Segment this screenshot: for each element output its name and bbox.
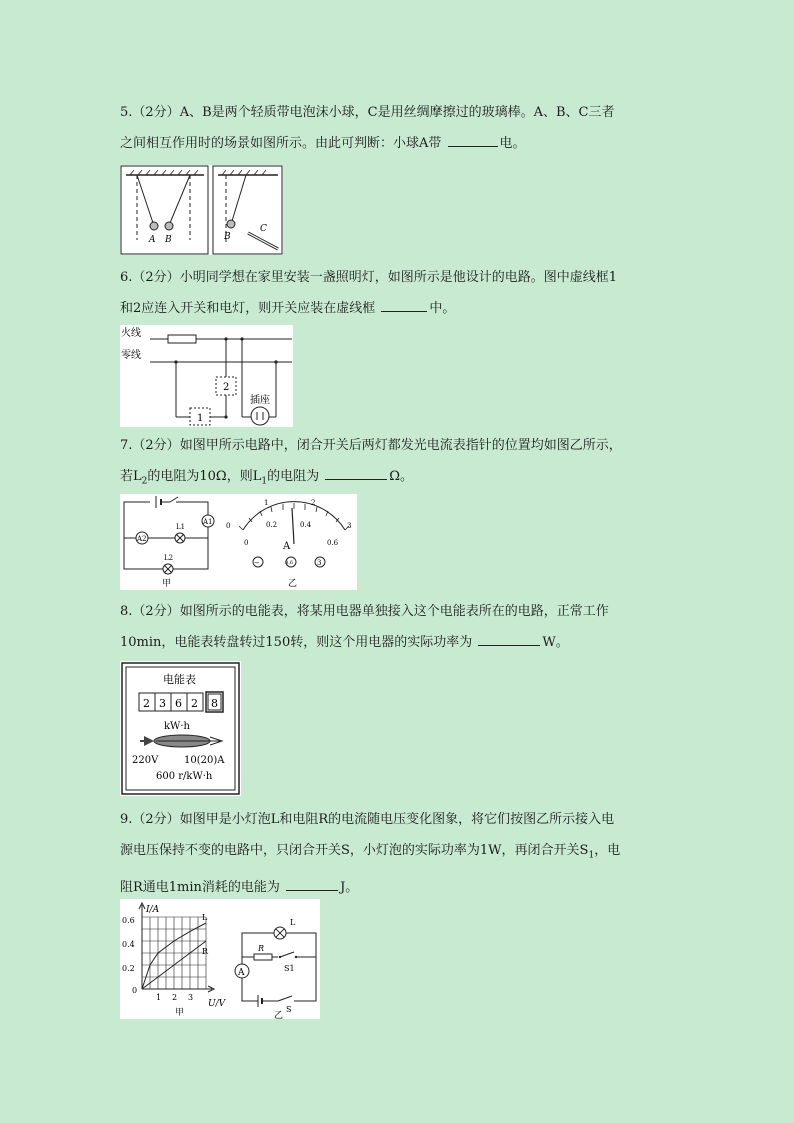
question-7 bbox=[120, 430, 680, 498]
answer-blank[interactable] bbox=[325, 465, 387, 480]
question-9-line-3: 阻R通电1min消耗的电能为 J。 bbox=[120, 872, 680, 903]
circuit-s1-label: S1 bbox=[284, 964, 295, 973]
meter-unit: kW·h bbox=[164, 721, 190, 732]
curve-l-label: L bbox=[202, 913, 208, 922]
meter-title: 电能表 bbox=[163, 673, 196, 686]
question-8 bbox=[120, 596, 680, 658]
question-6 bbox=[120, 262, 680, 324]
terminal-neg: − bbox=[254, 559, 260, 567]
ammeter-symbol: A bbox=[283, 541, 291, 552]
top-tick-1: 1 bbox=[264, 499, 269, 507]
question-number: 9.（2分） bbox=[120, 812, 180, 827]
question-6-line-1: 6.（2分）小明同学想在家里安装一盏照明灯，如图所示是他设计的电路。图中虚线框1 bbox=[120, 270, 617, 285]
bottom-tick-2: 0.4 bbox=[300, 521, 312, 529]
box-2-label: 2 bbox=[223, 382, 230, 393]
top-tick-2: 2 bbox=[311, 499, 316, 507]
digit-5: 8 bbox=[211, 697, 218, 710]
terminal-06: 0.6 bbox=[285, 560, 293, 566]
question-number: 7.（2分） bbox=[120, 438, 180, 453]
question-9-line-1: 9.（2分）如图甲是小灯泡L和电阻R的电流随电压变化图象，将它们按图乙所示接入电 bbox=[120, 812, 615, 827]
bottom-tick-0: 0 bbox=[244, 539, 249, 547]
question-number: 6.（2分） bbox=[120, 270, 180, 285]
x-tick-2: 2 bbox=[172, 993, 178, 1002]
question-7-line-1: 7.（2分）如图甲所示电路中，闭合开关后两灯都发光电流表指针的位置均如图乙所示， bbox=[120, 438, 622, 453]
terminal-3: 3 bbox=[317, 559, 322, 567]
caption-jia: 甲 bbox=[162, 579, 172, 589]
question-6-line-2: 和2应连入开关和电灯，则开关应装在虚线框 中。 bbox=[120, 293, 680, 324]
q5-figure bbox=[120, 165, 283, 255]
q9-figure bbox=[120, 899, 320, 1019]
y-tick-06: 0.6 bbox=[122, 916, 135, 925]
answer-blank[interactable] bbox=[448, 132, 498, 147]
y-tick-02: 0.2 bbox=[122, 964, 135, 973]
circuit-s-label: S bbox=[286, 1005, 292, 1014]
lamp-l2-label: L2 bbox=[164, 554, 174, 562]
x-axis-label: U/V bbox=[208, 999, 226, 1009]
question-number: 5.（2分） bbox=[120, 105, 180, 120]
q7-figure bbox=[120, 494, 357, 590]
question-8-line-2: 10min，电能表转盘转过150转，则这个用电器的实际功率为 W。 bbox=[120, 627, 680, 658]
question-9 bbox=[120, 804, 680, 903]
top-tick-0: 0 bbox=[226, 522, 231, 530]
answer-blank[interactable] bbox=[381, 297, 427, 312]
box-1-label: 1 bbox=[197, 413, 204, 424]
y-tick-0: 0 bbox=[132, 986, 138, 995]
meter-rate: 600 r/kW·h bbox=[156, 771, 213, 782]
question-5-line-2: 之间相互作用时的场景如图所示。由此可判断：小球A带 电。 bbox=[120, 128, 680, 159]
bottom-tick-1: 0.2 bbox=[266, 521, 278, 529]
x-tick-1: 1 bbox=[156, 993, 162, 1002]
top-tick-3: 3 bbox=[347, 522, 352, 530]
circuit-ammeter-label: A bbox=[238, 968, 245, 978]
digit-3: 6 bbox=[175, 697, 182, 710]
question-number: 8.（2分） bbox=[120, 604, 180, 619]
answer-blank[interactable] bbox=[478, 631, 540, 646]
circuit-l-label: L bbox=[290, 918, 296, 927]
y-axis-label: I/A bbox=[146, 905, 160, 915]
caption-yi: 乙 bbox=[288, 579, 298, 589]
meter-voltage: 220V bbox=[132, 755, 159, 766]
caption-yi: 乙 bbox=[274, 1011, 284, 1019]
x-tick-3: 3 bbox=[188, 993, 194, 1002]
ball-b-label: B bbox=[165, 235, 172, 245]
digit-4: 2 bbox=[191, 697, 198, 710]
y-tick-04: 0.4 bbox=[122, 940, 135, 949]
curve-r-label: R bbox=[202, 947, 209, 956]
circuit-r-label: R bbox=[258, 944, 265, 953]
answer-blank[interactable] bbox=[286, 876, 338, 891]
rod-c-label: C bbox=[260, 224, 267, 234]
question-5 bbox=[120, 97, 680, 159]
question-5-line-1: 5.（2分）A、B是两个轻质带电泡沫小球，C是用丝绸摩擦过的玻璃棒。A、B、C三者 bbox=[120, 105, 615, 120]
socket-label: 插座 bbox=[250, 395, 270, 406]
question-8-line-1: 8.（2分）如图所示的电能表，将某用电器单独接入这个电能表所在的电路，正常工作 bbox=[120, 604, 609, 619]
lamp-l1-label: L1 bbox=[176, 523, 186, 531]
live-wire-label: 火线 bbox=[121, 328, 141, 339]
caption-jia: 甲 bbox=[175, 1008, 185, 1018]
meter-current: 10(20)A bbox=[184, 755, 225, 766]
ammeter-a2-label: A2 bbox=[137, 535, 147, 543]
question-7-line-2: 若$L_2$的电阻为10Ω，则$L_1$的电阻为 Ω。 bbox=[120, 461, 680, 498]
digit-1: 2 bbox=[143, 697, 150, 710]
ball-b2-label: B bbox=[224, 232, 231, 242]
bottom-tick-3: 0.6 bbox=[327, 539, 339, 547]
neutral-wire-label: 零线 bbox=[121, 350, 141, 361]
q8-energy-meter bbox=[120, 661, 241, 796]
ball-a-label: A bbox=[149, 235, 156, 245]
digit-2: 3 bbox=[159, 697, 166, 710]
ammeter-a1-label: A1 bbox=[203, 518, 213, 526]
q6-figure bbox=[120, 325, 293, 427]
question-9-line-2: 源电压保持不变的电路中，只闭合开关S，小灯泡的实际功率为1W，再闭合开关$S_1$，电 bbox=[120, 843, 621, 861]
